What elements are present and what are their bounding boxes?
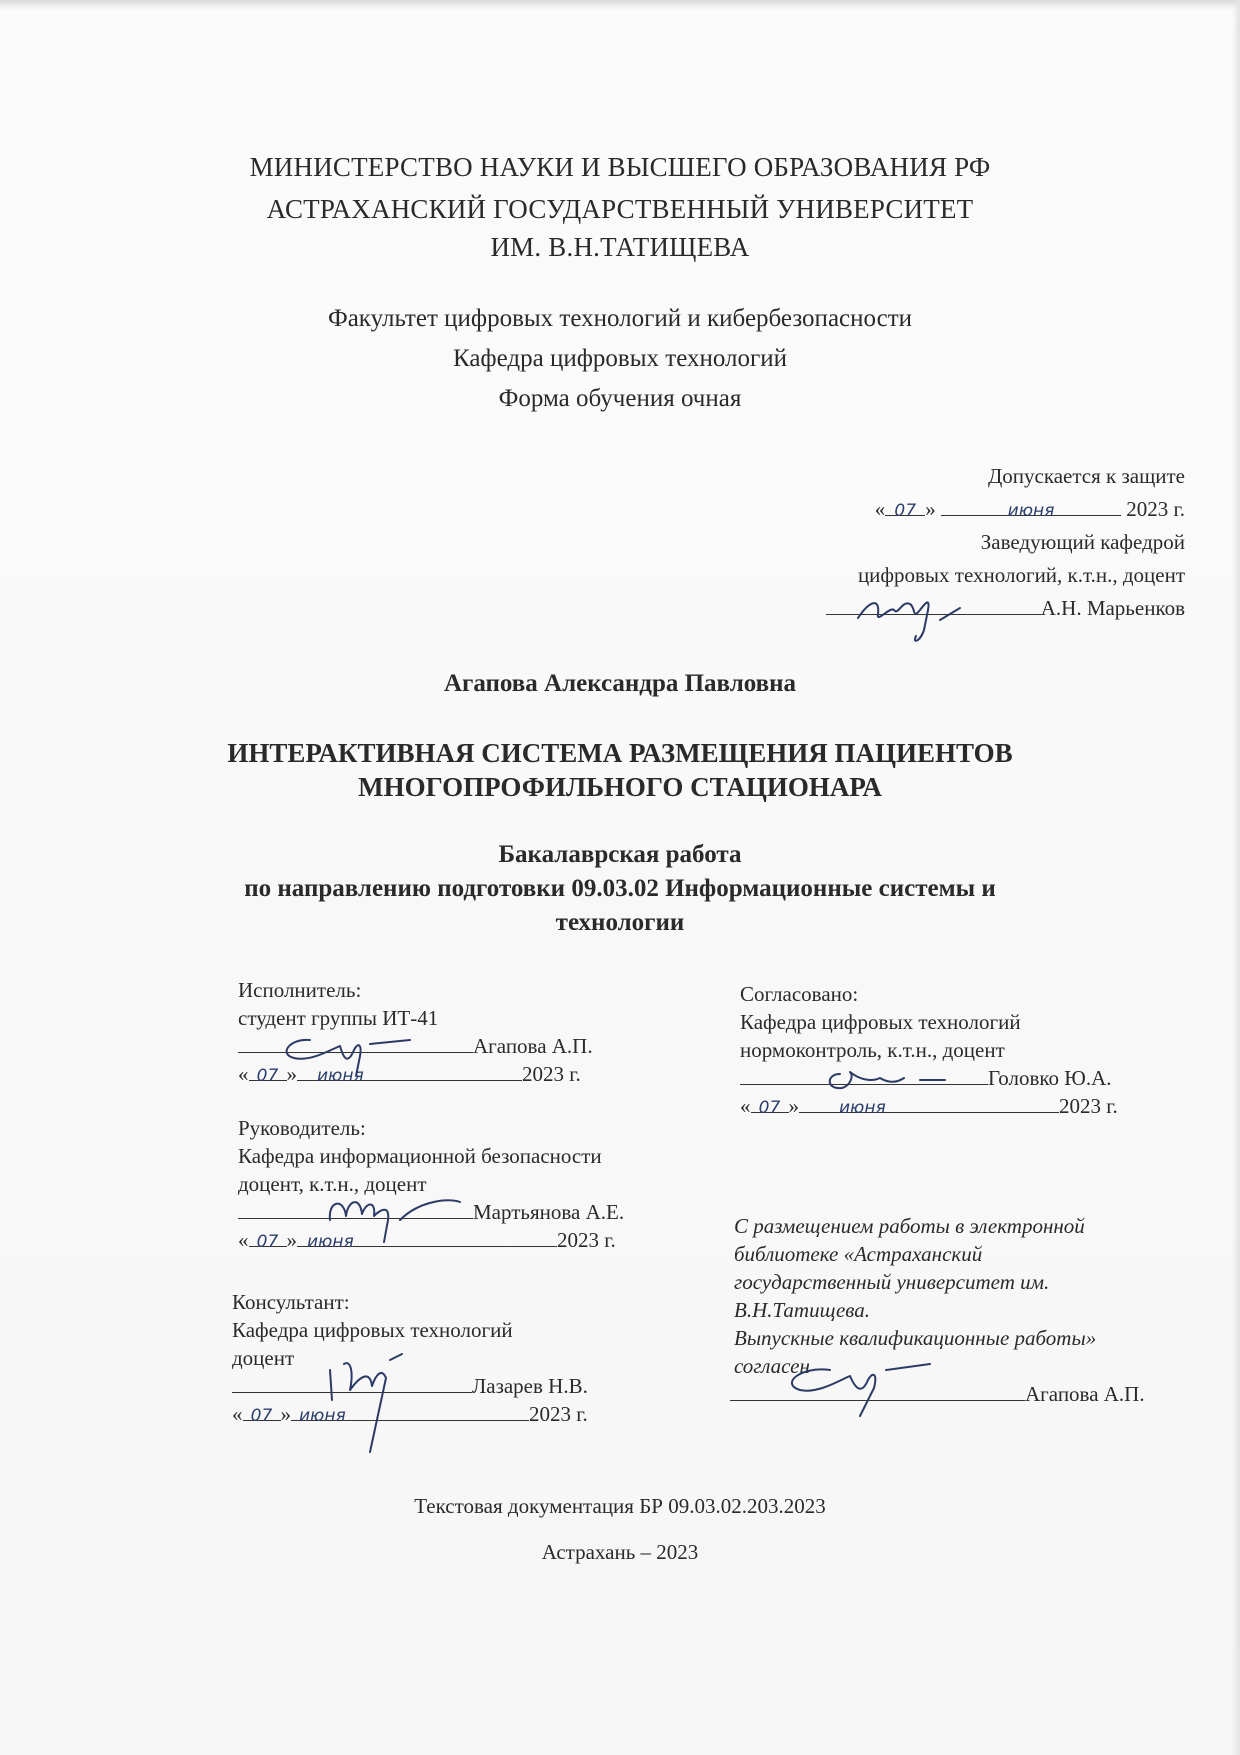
university-heading: АСТРАХАНСКИЙ ГОСУДАРСТВЕННЫЙ УНИВЕРСИТЕТ xyxy=(266,194,974,224)
head-title: Заведующий кафедрой xyxy=(980,530,1185,554)
date-day-field xyxy=(243,1400,281,1426)
study-form: Форма обучения очная xyxy=(498,385,742,412)
consultant-label: Консультант: xyxy=(232,1290,350,1314)
handwritten-day: 07 xyxy=(256,1066,279,1086)
handwritten-signature xyxy=(300,1180,470,1250)
consent-line: С размещением работы в электронной xyxy=(734,1214,1085,1238)
handwritten-signature xyxy=(310,1340,430,1460)
admitted-label: Допускается к защите xyxy=(987,464,1185,488)
agreed-date: « 07 » июня 2023 г. xyxy=(740,1094,1118,1118)
supervisor-department: Кафедра информационной безопасности xyxy=(238,1144,602,1168)
consultant-date: « 07 » июня 2023 г. xyxy=(232,1402,588,1426)
work-type: Бакалаврская работа xyxy=(498,841,742,868)
approval-date xyxy=(826,495,1185,524)
department-name: Кафедра цифровых технологий xyxy=(452,345,787,372)
thesis-title-line-1: ИНТЕРАКТИВНАЯ СИСТЕМА РАЗМЕЩЕНИЯ ПАЦИЕНТОВ xyxy=(227,738,1013,768)
faculty-name: Факультет цифровых технологий и кибербезопасности xyxy=(327,305,913,332)
scan-edge xyxy=(0,0,1240,10)
handwritten-month: июня xyxy=(839,1098,886,1118)
supervisor-date: « 07 » июня 2023 г. xyxy=(238,1228,616,1252)
date-year: 2023 г. xyxy=(529,1402,588,1426)
consent-name: Агапова А.П. xyxy=(1025,1382,1145,1406)
university-named-heading: ИМ. В.Н.ТАТИЩЕВА xyxy=(490,232,750,262)
handwritten-signature xyxy=(850,580,970,650)
date-day-field xyxy=(751,1092,789,1118)
handwritten-month: июня xyxy=(317,1066,364,1086)
consent-line: Выпускные квалификационные работы» xyxy=(734,1326,1097,1350)
executor-group: студент группы ИТ-41 xyxy=(238,1006,439,1030)
handwritten-signature xyxy=(770,1340,950,1420)
agreed-label: Согласовано: xyxy=(740,982,859,1006)
executor-name: Агапова А.П. xyxy=(473,1034,593,1058)
thesis-title-line-2: МНОГОПРОФИЛЬНОГО СТАЦИОНАРА xyxy=(358,772,882,802)
agreed-name: Головко Ю.А. xyxy=(988,1066,1112,1090)
supervisor-name: Мартьянова А.Е. xyxy=(473,1200,625,1224)
handwritten-signature xyxy=(820,1060,970,1100)
executor-label: Исполнитель: xyxy=(238,978,362,1002)
consent-line: государственный университет им. xyxy=(734,1270,1050,1294)
ministry-heading: МИНИСТЕРСТВО НАУКИ И ВЫСШЕГО ОБРАЗОВАНИЯ РФ xyxy=(249,152,991,182)
study-direction: по направлению подготовки 09.03.02 Информационные системы и xyxy=(244,875,996,902)
handwritten-day: 07 xyxy=(250,1406,273,1426)
agreed-department: Кафедра цифровых технологий xyxy=(740,1010,1021,1034)
handwritten-day: 07 xyxy=(758,1098,781,1118)
study-direction-continued: технологии xyxy=(555,909,685,936)
city-year: Астрахань – 2023 xyxy=(541,1540,699,1564)
date-day-field xyxy=(885,495,925,521)
quote-open: « xyxy=(874,497,886,521)
date-day-field xyxy=(249,1226,287,1252)
date-year: 2023 г. xyxy=(557,1228,616,1252)
consent-line: В.Н.Татищева. xyxy=(734,1298,870,1322)
agreed-position: нормоконтроль, к.т.н., доцент xyxy=(740,1038,1005,1062)
consultant-department: Кафедра цифровых технологий xyxy=(232,1318,513,1342)
date-month-field xyxy=(941,495,1121,521)
head-position: цифровых технологий, к.т.н., доцент xyxy=(857,563,1185,587)
handwritten-month: июня xyxy=(299,1406,346,1426)
consultant-position: доцент xyxy=(232,1346,295,1370)
date-year: 2023 г. xyxy=(1059,1094,1118,1118)
date-year: 2023 г. xyxy=(1126,497,1185,521)
handwritten-month: июня xyxy=(307,1232,354,1252)
consultant-name: Лазарев Н.В. xyxy=(472,1374,588,1398)
supervisor-position: доцент, к.т.н., доцент xyxy=(238,1172,427,1196)
handwritten-day: 07 xyxy=(256,1232,279,1252)
author-name: Агапова Александра Павловна xyxy=(443,670,797,697)
date-year: 2023 г. xyxy=(522,1062,581,1086)
head-name: А.Н. Марьенков xyxy=(1040,596,1185,620)
handwritten-day: 07 xyxy=(894,501,917,521)
quote-close: » xyxy=(925,497,936,521)
handwritten-month: июня xyxy=(1007,501,1055,521)
executor-date: « 07 » июня 2023 г. xyxy=(238,1062,581,1086)
document-code: Текстовая документация БР 09.03.02.203.2023 xyxy=(414,1494,826,1518)
consent-line: библиотеке «Астраханский xyxy=(734,1242,983,1266)
supervisor-label: Руководитель: xyxy=(238,1116,366,1140)
handwritten-signature xyxy=(270,1020,420,1080)
consent-line: согласен xyxy=(734,1354,810,1378)
